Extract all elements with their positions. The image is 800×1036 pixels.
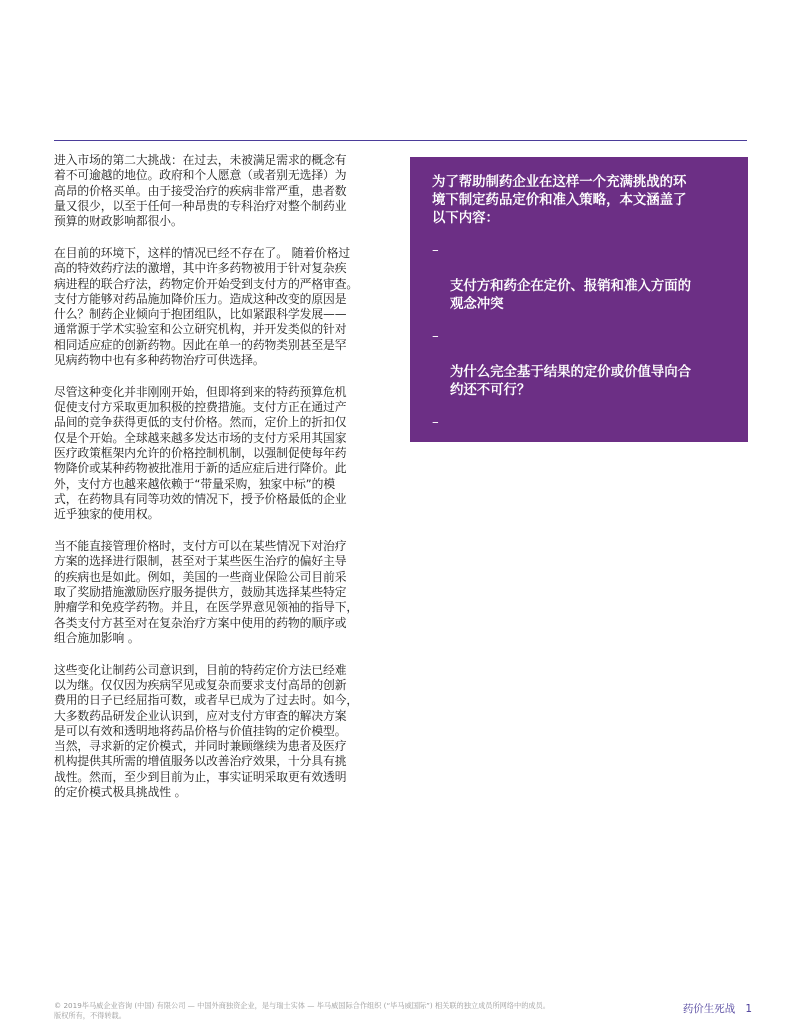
callout-item-text: 支付方和药企在定价、报销和准入方面的 观念冲突: [450, 279, 692, 312]
body-paragraph: 这些变化让制药公司意识到，目前的特药定价方法已经难 以为继。仅仅因为疾病罕见或复杂而要求支付高昂的创新 费用的日子已经屈指可数，或者早已成为了过去时。如今， 大多数药品研发企业认识到，应对支付方审查的解决方案 是可以有效和透明地将药品价格与价值挂钩的定价模型。 当然，寻求新的定价模式，并同时兼顾继续为患者及医疗 机构提供其所需的增值服务以改善治疗效果，十分具有挑 战性。然而，至少到目前为止，事实证明采取更有效透明 的定价模式极具挑战性 。: [54, 662, 359, 799]
callout-list-item: [432, 414, 726, 486]
header-divider: [54, 140, 747, 141]
dash-bullet-icon: –: [432, 415, 439, 430]
dash-bullet-icon: –: [432, 501, 439, 516]
body-paragraph: 在目前的环境下，这样的情况已经不存在了。 随着价格过 高的特效药疗法的激增，其中许多药物被用于针对复杂疾 病进程的联合疗法，药物定价开始受到支付方的严格审查。 支付方能够对药品施加降价压力。造成这种改变的原因是 什么？制药企业倾向于抱团组队，比如紧跟科学发展—— 通常源于学术实验室和公立研究机构，并开发类似的针对 相同适应症的创新药物。因此在单一的药物类别甚至是罕 见病药物中也有多种药物治疗可供选择。: [54, 245, 359, 368]
body-paragraph: 进入市场的第二大挑战：在过去，未被满足需求的概念有 着不可逾越的地位。政府和个人愿意（或者别无选择）为 高昂的价格买单。由于接受治疗的疾病非常严重，患者数 量又很少，以至于任何一种昂贵的专科治疗对整个制药业 预算的财政影响都很小。: [54, 153, 347, 229]
dash-bullet-icon: –: [432, 329, 439, 344]
callout-list-item: [432, 242, 726, 314]
footer-copyright: © 2019毕马威企业咨询 (中国) 有限公司 — 中国外商独资企业，是与瑞士实体 — 毕马威国际合作组织 (“毕马威国际”) 相关联的独立成员所网络中的成员。 版权所有，不得转载。: [54, 1001, 550, 1020]
callout-intro: 为了帮助制药企业在这样一个充满挑战的环 境下制定药品定价和准入策略，本文涵盖了 以下内容：: [432, 175, 687, 226]
footer-doc-title: 药价生死战: [682, 1003, 736, 1015]
callout-list: [432, 242, 726, 572]
summary-callout: [410, 157, 748, 570]
body-paragraph: 尽管这种变化并非刚刚开始，但即将到来的特药预算危机 促使支付方采取更加积极的控费措施。支付方正在通过产 品间的竞争获得更低的支付价格。然而，定价上的折扣仅 仅是个开始。全球越来越多发达市场的支付方采用其国家 医疗政策框架内允许的价格控制机制，以强制促使每年药 物降价或某种药物被批准用于新的适应症后进行降价。此 外，支付方也越来越依赖于“带量采购，独家中标”的模 式，在药物具有同等功效的情况下，授予价格最低的企业 近乎独家的使用权。: [54, 384, 347, 522]
callout-list-item: [432, 500, 726, 572]
page-number: 1: [745, 1003, 752, 1015]
callout-item-text: 为什么完全基于结果的定价或价值导向合 约还不可行？: [450, 365, 692, 398]
callout-list-item: [432, 328, 726, 400]
footer-page-info: [683, 1001, 752, 1016]
callout-item-text: 深入研究制药企业目前可用的过渡阶段的 定价模式: [450, 451, 692, 484]
callout-item-text: 在向更公平和透明的定价模式的演进过程 中，对企业应该采取的首要措施的指导: [450, 537, 692, 570]
body-paragraph: 当不能直接管理价格时，支付方可以在某些情况下对治疗 方案的选择进行限制，甚至对于某些医生治疗的偏好主导 的疾病也是如此。例如，美国的一些商业保险公司目前采 取了奖励措施激励医疗服务提供方，鼓励其选择某些特定 肿瘤学和免疫学药物。并且，在医学界意见领袖的指导下， 各类支付方甚至对在复杂治疗方案中使用的药物的顺序或 组合施加影响 。: [54, 539, 359, 645]
dash-bullet-icon: –: [432, 243, 439, 258]
body-column: [54, 153, 392, 817]
